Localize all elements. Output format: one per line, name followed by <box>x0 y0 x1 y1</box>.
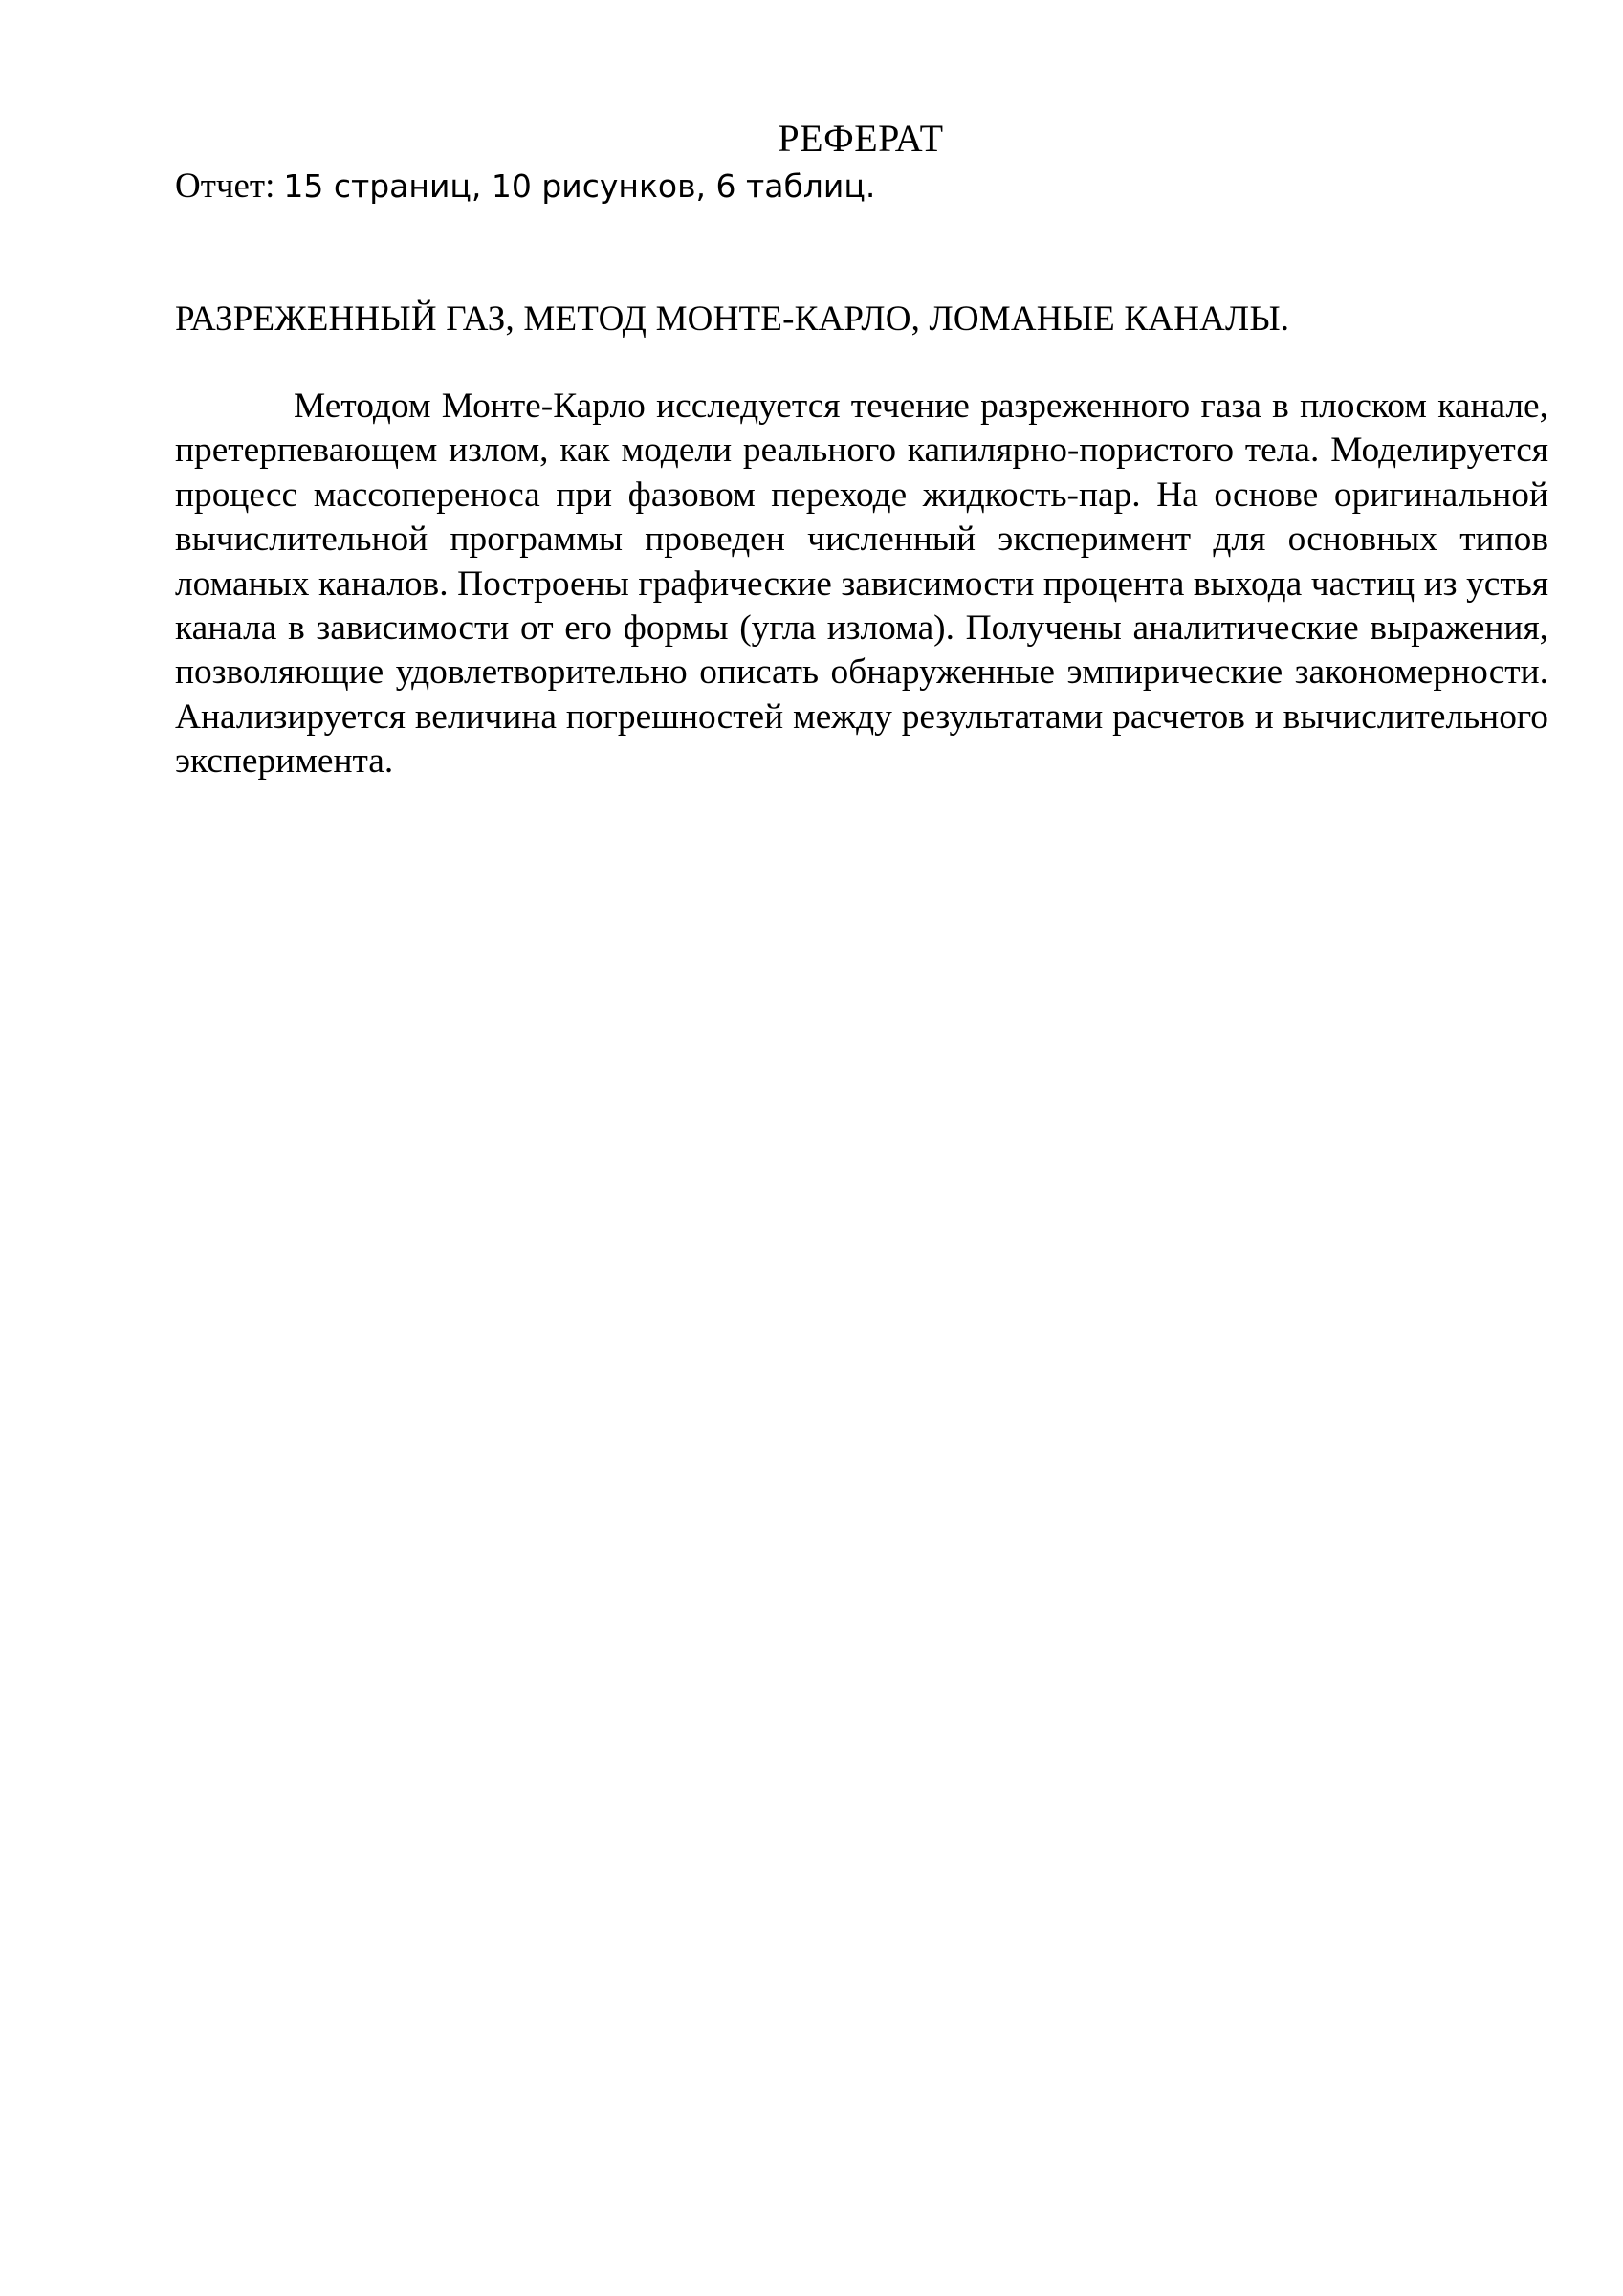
document-title: РЕФЕРАТ <box>778 117 944 160</box>
keywords-line: РАЗРЕЖЕННЫЙ ГАЗ, МЕТОД МОНТЕ-КАРЛО, ЛОМАНЫЕ КАНАЛЫ. <box>175 299 1290 339</box>
report-label: Отчет: <box>175 166 275 206</box>
report-summary <box>175 163 875 210</box>
report-stats: 15 страниц, 10 рисунков, 6 таблиц. <box>283 167 876 205</box>
abstract-paragraph: Методом Монте-Карло исследуется течение разреженного газа в плоском канале, претерпевающем излом, как модели реального капилярно-пористого тела. Моделируется процесс массопереноса при фазовом переходе жидкость-пар. На основе оригинальной вычислительной программы проведен численный эксперимент для основных типов ломаных каналов. Построены графические зависимости процента выхода частиц из устья канала в зависимости от его формы (угла излома). Получены аналитические выражения, позволяющие удовлетворительно описать обнаруженные эмпирические закономерности. Анализируется величина погрешностей между результатами расчетов и вычислительного эксперимента. <box>175 386 1548 782</box>
